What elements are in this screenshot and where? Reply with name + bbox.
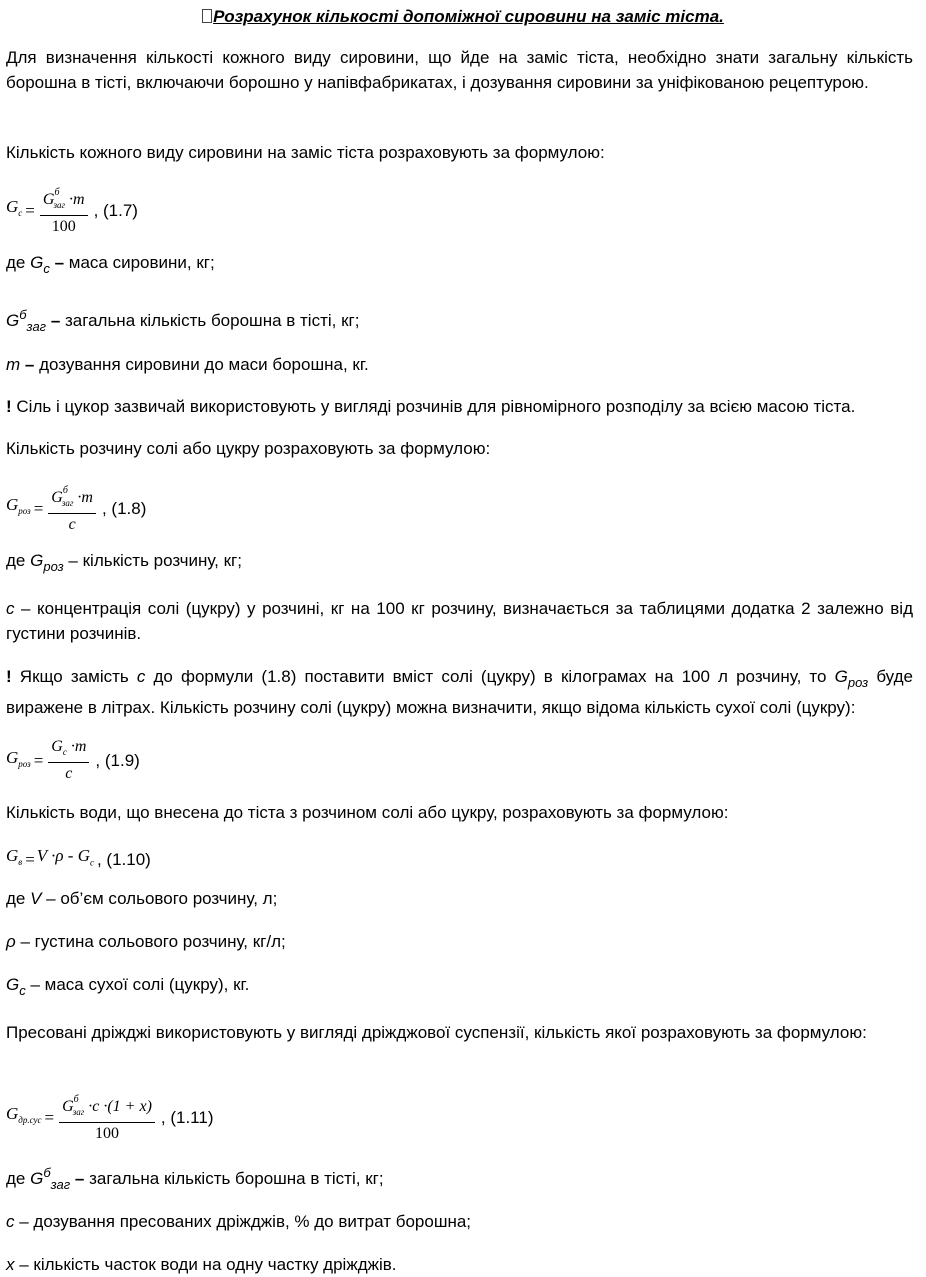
paragraph-intro: Для визначення кількості кожного виду сировини, що йде на заміс тіста, необхідно знати загальну кількість борошна в тісті, включаючи борошно у напівфабрикатах, і дозування сировини за уніфікованою рецептурою.	[6, 48, 913, 92]
formula-1-11: $G_{др.сус}$ = $\frac{G^б_{заг} \cdot c \cdot(1 + x)}{100}$ , (1.11)	[6, 1090, 213, 1144]
formula-1-7: $G_c$ = $\frac{G^б_{заг} \cdot m}{100}$ , (1.7)	[6, 183, 138, 237]
note-salt-sugar: ! Сіль і цукор зазвичай використовують у вигляді розчинів для рівномірного розподілу за всією масою тіста.	[6, 397, 856, 416]
section-title: Розрахунок кількості допоміжної сировини на заміс тіста.	[0, 4, 926, 29]
definition-rho: ρ – густина сольового розчину, кг/л;	[6, 932, 286, 951]
formula-1-9: $G_{роз}$ = $\frac{G_c \cdot m}{c}$ , (1.9)	[6, 738, 140, 783]
definition-groz: де $G_{роз}$ – кількість розчину, кг;	[6, 551, 242, 574]
paragraph-solution-formula: Кількість розчину солі або цукру розраховують за формулою:	[6, 439, 491, 458]
fraction: $\frac{G^б_{заг} \cdot m}{c}$	[48, 481, 96, 535]
formula-number: , (1.9)	[95, 751, 140, 771]
formula-number: , (1.8)	[101, 498, 147, 518]
missing-glyph-box	[202, 9, 212, 23]
formula-1-10: $G_в$ = $V \cdot\rho - G_c$ , (1.10)	[6, 843, 151, 875]
formula-number: , (1.11)	[160, 1107, 214, 1127]
definition-gzag-2: де $G^б_{заг}$ – загальна кількість борошна в тісті, кг;	[6, 1165, 384, 1192]
formula-number: , (1.7)	[93, 200, 138, 220]
definition-gzag: $G^б_{заг}$ – загальна кількість борошна в тісті, кг;	[6, 307, 360, 334]
definition-c-yeast: с – дозування пресованих дріжджів, % до витрат борошна;	[6, 1212, 472, 1231]
paragraph-formula-intro: Кількість кожного виду сировини на заміс тіста розраховують за формулою:	[6, 143, 605, 162]
fraction: $\frac{G^б_{заг} \cdot c \cdot(1 + x)}{100}$	[59, 1090, 155, 1144]
definition-x: х – кількість часток води на одну частку дріжджів.	[6, 1255, 397, 1274]
paragraph-yeast: Пресовані дріжджі використовують у вигляді дріжджової суспензії, кількість якої розраховують за формулою:	[6, 1023, 867, 1042]
definition-m: m – дозування сировини до маси борошна, кг.	[6, 355, 369, 374]
fraction: $\frac{G_c \cdot m}{c}$	[48, 737, 89, 784]
formula-number: , (1.10)	[96, 849, 151, 869]
definition-c: с – концентрація солі (цукру) у розчині, кг на 100 кг розчину, визначається за таблицями додатка 2 залежно від густини розчинів.	[6, 599, 913, 643]
formula-1-8: $G_{роз}$ = $\frac{G^б_{заг} \cdot m}{c}$ , (1.8)	[6, 481, 146, 535]
definition-v: де V – об’єм сольового розчину, л;	[6, 889, 278, 908]
fraction: $\frac{G^б_{заг} \cdot m}{100}$	[40, 183, 88, 237]
paragraph-water-formula: Кількість води, що внесена до тіста з розчином солі або цукру, розраховують за формулою:	[6, 803, 729, 822]
definition-gc: де $G_c$ – маса сировини, кг;	[6, 253, 215, 276]
note-volume: ! Якщо замість с до формули (1.8) поставити вміст солі (цукру) в кілограмах на 100 л розчину, то $G_{роз}$ буде виражене в літрах. Кількість розчину солі (цукру) можна визначити, якщо відома кількість сухої солі (цукру):	[6, 667, 913, 717]
definition-gc-salt: $G_c$ – маса сухої солі (цукру), кг.	[6, 975, 250, 998]
